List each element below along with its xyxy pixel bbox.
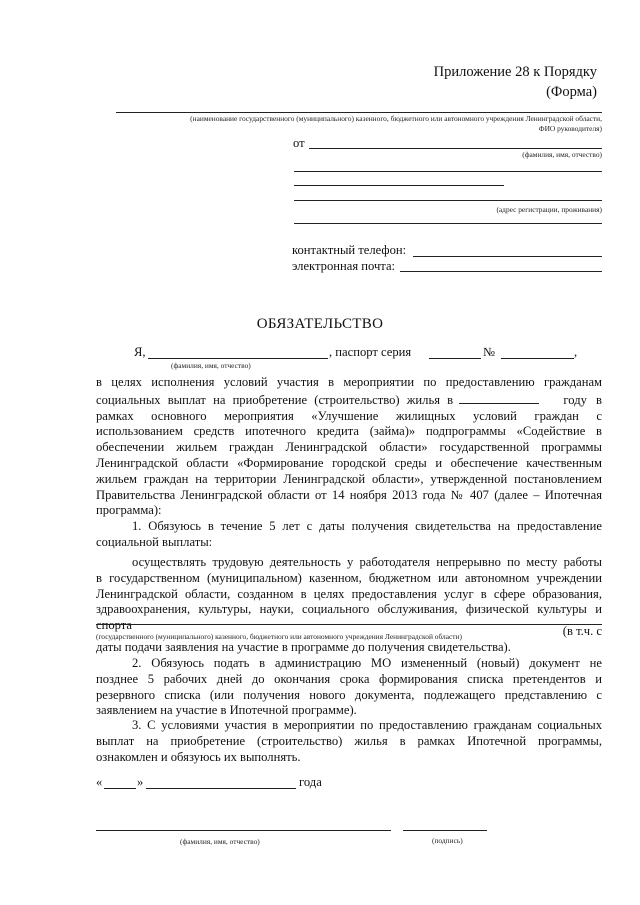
passport-series-line[interactable] bbox=[429, 358, 481, 359]
year-suffix: году в bbox=[563, 392, 602, 407]
employer-line[interactable] bbox=[96, 624, 602, 625]
p2-line-4: заявлением на участие в Ипотечной программе). bbox=[96, 703, 357, 718]
paragraph-3 bbox=[96, 718, 602, 765]
p2-line-2: позднее 5 рабочих дней до окончания срока формирования списка претендентов и bbox=[96, 671, 602, 686]
declaration-fio-caption: (фамилия, имя, отчество) bbox=[171, 361, 251, 370]
intro-line-7: жильем граждан на территории Ленинградской области», утвержденной постановлением bbox=[96, 471, 602, 486]
p1-line-1: 1. Обязуюсь в течение 5 лет с даты получения свидетельства на предоставление bbox=[132, 519, 602, 533]
p3-line-1: 3. С условиями участия в мероприятии по предоставлению гражданам социальных bbox=[132, 718, 602, 732]
address-line-4[interactable] bbox=[294, 223, 602, 224]
intro-line-6: Ленинградской области «Формирование городской среды и обеспечение качественным bbox=[96, 455, 602, 470]
address-line-2[interactable] bbox=[294, 185, 504, 186]
phone-line[interactable] bbox=[413, 256, 602, 257]
intro-line-1: в целях исполнения условий участия в мероприятии по предоставлению гражданам bbox=[96, 375, 602, 389]
date-open-quote: « bbox=[96, 775, 103, 789]
employer-tail: (в т.ч. с bbox=[562, 624, 602, 638]
from-fio-line[interactable] bbox=[309, 148, 602, 149]
employer-caption: (государственного (муниципального) казенного, бюджетного или автономного учреждения Ленинградской области) bbox=[96, 632, 462, 641]
p2-line-3: резервного списка (или получения нового документа, подлежащего представлению с bbox=[96, 687, 602, 702]
recipient-name-line[interactable] bbox=[116, 112, 602, 113]
recipient-head-caption: ФИО руководителя) bbox=[538, 124, 602, 133]
p1-sub-line-3: Ленинградской области, созданном в целях предоставления услуг в сфере образования, bbox=[96, 586, 602, 601]
document-title: ОБЯЗАТЕЛЬСТВО bbox=[256, 316, 384, 332]
signature-caption: (подпись) bbox=[432, 836, 463, 845]
employer-tail-line-2: даты подачи заявления на участие в программе до получения свидетельства). bbox=[96, 640, 511, 654]
email-line[interactable] bbox=[400, 271, 602, 272]
intro-line-9: программа): bbox=[96, 503, 162, 518]
date-day-line[interactable] bbox=[104, 788, 136, 789]
signature-line[interactable] bbox=[403, 830, 487, 831]
from-fio-caption: (фамилия, имя, отчество) bbox=[522, 150, 602, 159]
address-line-3[interactable] bbox=[294, 200, 602, 201]
number-sign: № bbox=[483, 345, 496, 359]
date-year-word: года bbox=[299, 775, 322, 789]
p3-line-3: ознакомлен и обязуюсь их выполнять. bbox=[96, 749, 301, 764]
paragraph-1 bbox=[96, 519, 602, 551]
p1-sub-line-5: спорта bbox=[96, 618, 133, 633]
recipient-name-caption: (наименование государственного (муниципального) казенного, бюджетного или автономного учреждения Ленинградской области, bbox=[190, 114, 602, 123]
ya-label: Я, bbox=[134, 345, 146, 359]
from-label: от bbox=[293, 136, 305, 150]
intro-line-3: рамках основного мероприятия «Улучшение жилищных условий граждан с bbox=[96, 408, 602, 423]
p1-sub-line-4: здравоохранения, культуры, науки, социального обслуживания, физической культуры и bbox=[96, 602, 602, 617]
address-caption: (адрес регистрации, проживания) bbox=[496, 205, 602, 214]
p3-line-2: выплат на приобретение (строительство) жилья в рамках Ипотечной программы, bbox=[96, 733, 602, 748]
date-close-quote: » bbox=[137, 775, 144, 789]
p2-line-1: 2. Обязуюсь подать в администрацию МО измененный (новый) документ не bbox=[132, 656, 602, 670]
signature-fio-caption: (фамилия, имя, отчество) bbox=[180, 837, 260, 846]
p1-sub-line-1: осуществлять трудовую деятельность у работодателя непрерывно по месту работы bbox=[132, 555, 602, 569]
address-line-1[interactable] bbox=[294, 171, 602, 172]
form-label: (Форма) bbox=[546, 84, 597, 100]
passport-number-line[interactable] bbox=[501, 358, 574, 359]
intro-paragraph bbox=[96, 375, 602, 519]
appendix-label: Приложение 28 к Порядку bbox=[433, 64, 597, 80]
declaration-comma: , bbox=[574, 345, 578, 359]
signature-fio-line[interactable] bbox=[96, 830, 391, 831]
phone-label: контактный телефон: bbox=[292, 243, 407, 257]
intro-line-4: использованием средств ипотечного кредита (займа)» подпрограммы «Содействие в bbox=[96, 424, 602, 439]
passport-label: , паспорт серия bbox=[329, 345, 412, 359]
year-blank[interactable] bbox=[459, 391, 539, 404]
intro-line-2-row bbox=[96, 391, 602, 409]
declaration-fio-line[interactable] bbox=[148, 358, 328, 359]
email-label: электронная почта: bbox=[292, 259, 396, 273]
paragraph-2 bbox=[96, 656, 602, 719]
paragraph-1-sub bbox=[96, 555, 602, 634]
date-month-line[interactable] bbox=[146, 788, 296, 789]
intro-line-5: обеспечении жильем граждан Ленинградской области» государственной программы bbox=[96, 440, 602, 455]
intro-line-8: Правительства Ленинградской области от 14 ноября 2013 года № 407 (далее – Ипотечная bbox=[96, 487, 602, 502]
intro-line-2: социальных выплат на приобретение (строительство) жилья в bbox=[96, 392, 454, 407]
p1-line-2: социальной выплаты: bbox=[96, 534, 213, 549]
p1-sub-line-2: в государственном (муниципальном) казенном, бюджетном или автономном учреждении bbox=[96, 570, 602, 585]
